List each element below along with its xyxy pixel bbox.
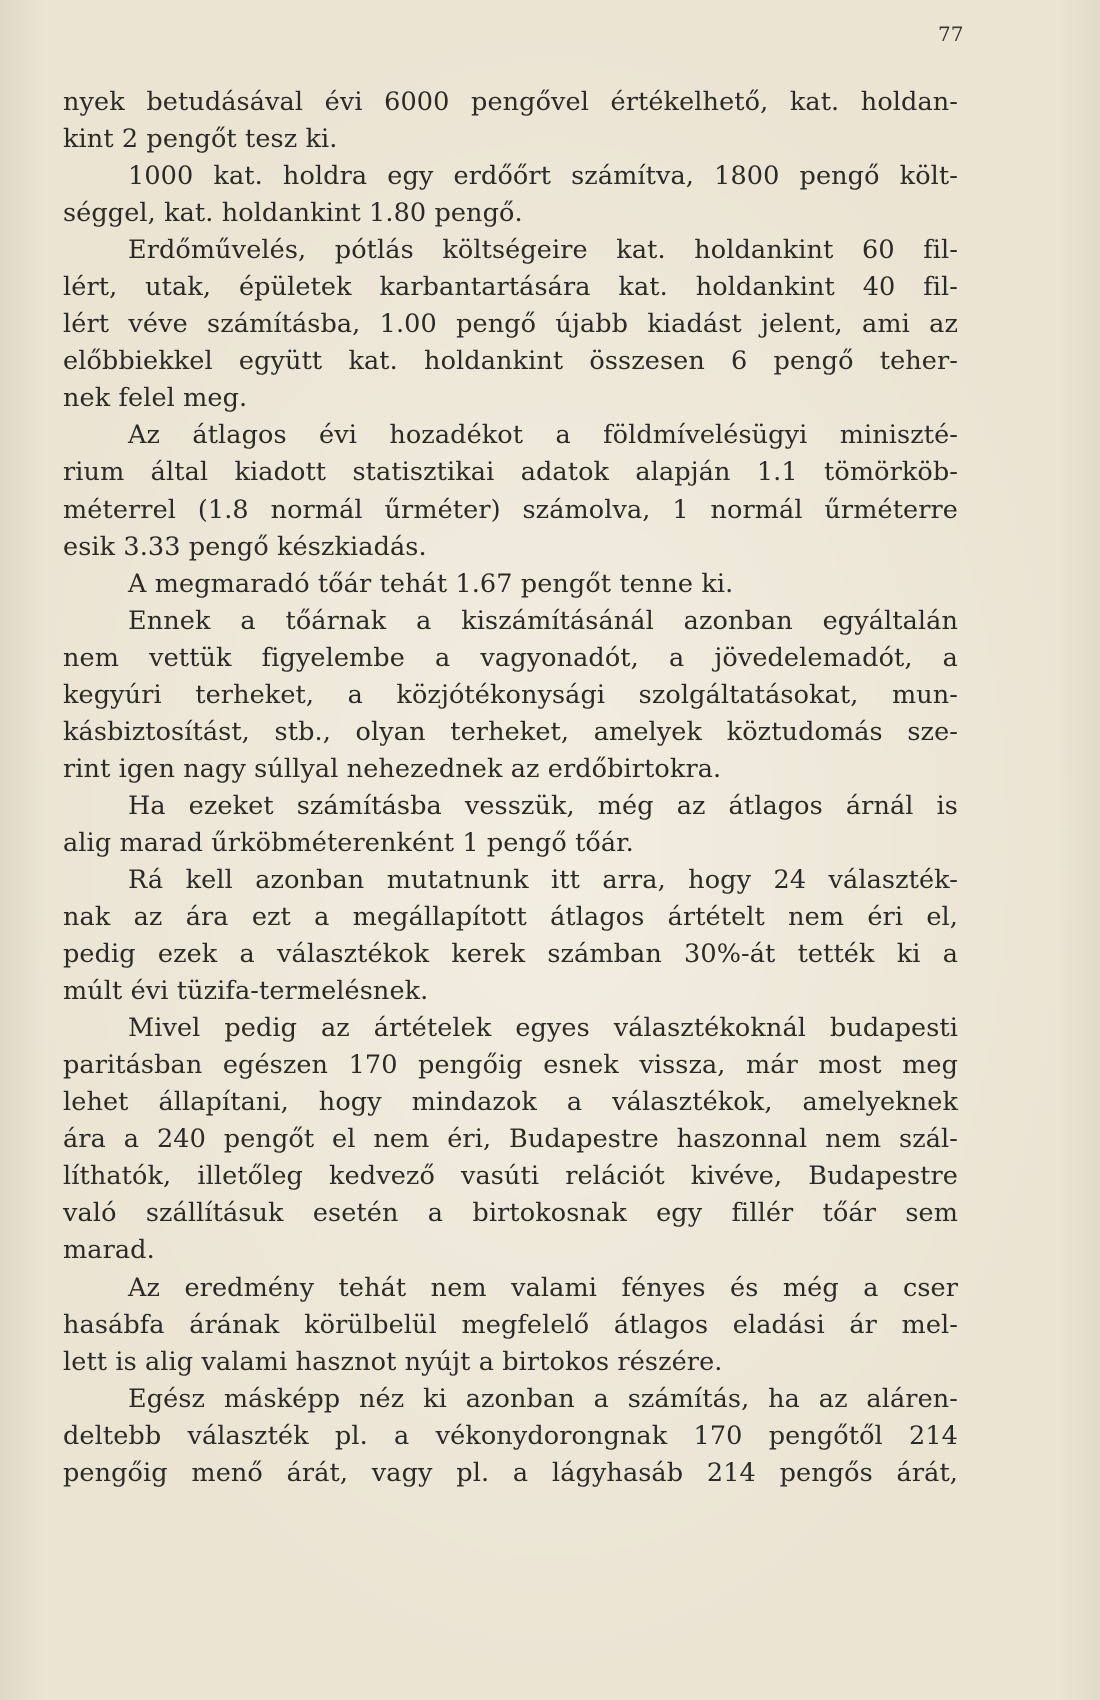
text-line: líthatók, illetőleg kedvező vasúti relációt kivéve, Budapestre [63, 1161, 958, 1192]
text-line: ára a 240 pengőt el nem éri, Budapestre haszonnal nem szál- [63, 1124, 958, 1155]
text-line: Az eredmény tehát nem valami fényes és még a cser [128, 1272, 958, 1303]
text-line: Rá kell azonban mutatnunk itt arra, hogy 24 választék- [128, 864, 958, 895]
text-line: alig marad űrköbméterenként 1 pengő tőár. [63, 827, 634, 858]
text-line: előbbiekkel együtt kat. holdankint összesen 6 pengő teher- [63, 346, 958, 377]
text-line: rium által kiadott statisztikai adatok alapján 1.1 tömörköb- [63, 457, 958, 488]
text-line: paritásban egészen 170 pengőig esnek vissza, már most meg [63, 1050, 958, 1081]
text-line: Mivel pedig az ártételek egyes választékoknál budapesti [128, 1013, 958, 1044]
text-line: nem vettük figyelembe a vagyonadót, a jövedelemadót, a [63, 642, 958, 673]
text-line: deltebb választék pl. a vékonydorongnak 170 pengőtől 214 [63, 1420, 958, 1451]
text-line: lért véve számításba, 1.00 pengő újabb kiadást jelent, ami az [63, 309, 958, 340]
text-line: nak az ára ezt a megállapított átlagos ártételt nem éri el, [63, 902, 958, 933]
text-line: marad. [63, 1235, 155, 1266]
text-line: lett is alig valami hasznot nyújt a birtokos részére. [63, 1346, 723, 1377]
text-line: nyek betudásával évi 6000 pengővel értékelhető, kat. holdan- [63, 87, 958, 117]
text-line: kint 2 pengőt tesz ki. [63, 124, 338, 155]
text-line: múlt évi tüzifa-termelésnek. [63, 976, 429, 1007]
text-line: lehet állapítani, hogy mindazok a választékok, amelyeknek [63, 1087, 958, 1118]
text-line: 1000 kat. holdra egy erdőőrt számítva, 1800 pengő költ- [128, 161, 958, 192]
text-line: pengőig menő árát, vagy pl. a lágyhasáb 214 pengős árát, [63, 1457, 958, 1488]
text-line: pedig ezek a választékok kerek számban 30%-át tették ki a [63, 939, 958, 970]
text-line: lért, utak, épületek karbantartására kat. holdankint 40 fil- [63, 272, 958, 303]
body-text [63, 84, 958, 1492]
text-line: méterrel (1.8 normál űrméter) számolva, 1 normál űrméterre [63, 494, 958, 525]
text-line: A megmaradó tőár tehát 1.67 pengőt tenne ki. [128, 568, 734, 599]
text-line: Ha ezeket számításba vesszük, még az átlagos árnál is [128, 790, 958, 821]
text-line: való szállításuk esetén a birtokosnak egy fillér tőár sem [63, 1198, 958, 1229]
text-line: kásbiztosítást, stb., olyan terheket, amelyek köztudomás sze- [63, 716, 958, 747]
text-line: kegyúri terheket, a közjótékonysági szolgáltatásokat, mun- [63, 679, 958, 710]
text-line: Az átlagos évi hozadékot a földmívelésügyi miniszté- [128, 420, 958, 451]
text-line: hasábfa árának körülbelül megfelelő átlagos eladási ár mel- [63, 1309, 958, 1340]
text-line: Erdőművelés, pótlás költségeire kat. holdankint 60 fil- [128, 235, 958, 266]
text-line: séggel, kat. holdankint 1.80 pengő. [63, 198, 523, 229]
page-number: 77 [938, 22, 964, 46]
text-line: esik 3.33 pengő készkiadás. [63, 531, 427, 562]
text-line: Egész másképp néz ki azonban a számítás, ha az aláren- [128, 1383, 958, 1414]
text-line: rint igen nagy súllyal nehezednek az erdőbirtokra. [63, 753, 722, 784]
text-line: Ennek a tőárnak a kiszámításánál azonban egyáltalán [128, 605, 958, 636]
text-line: nek felel meg. [63, 383, 248, 414]
